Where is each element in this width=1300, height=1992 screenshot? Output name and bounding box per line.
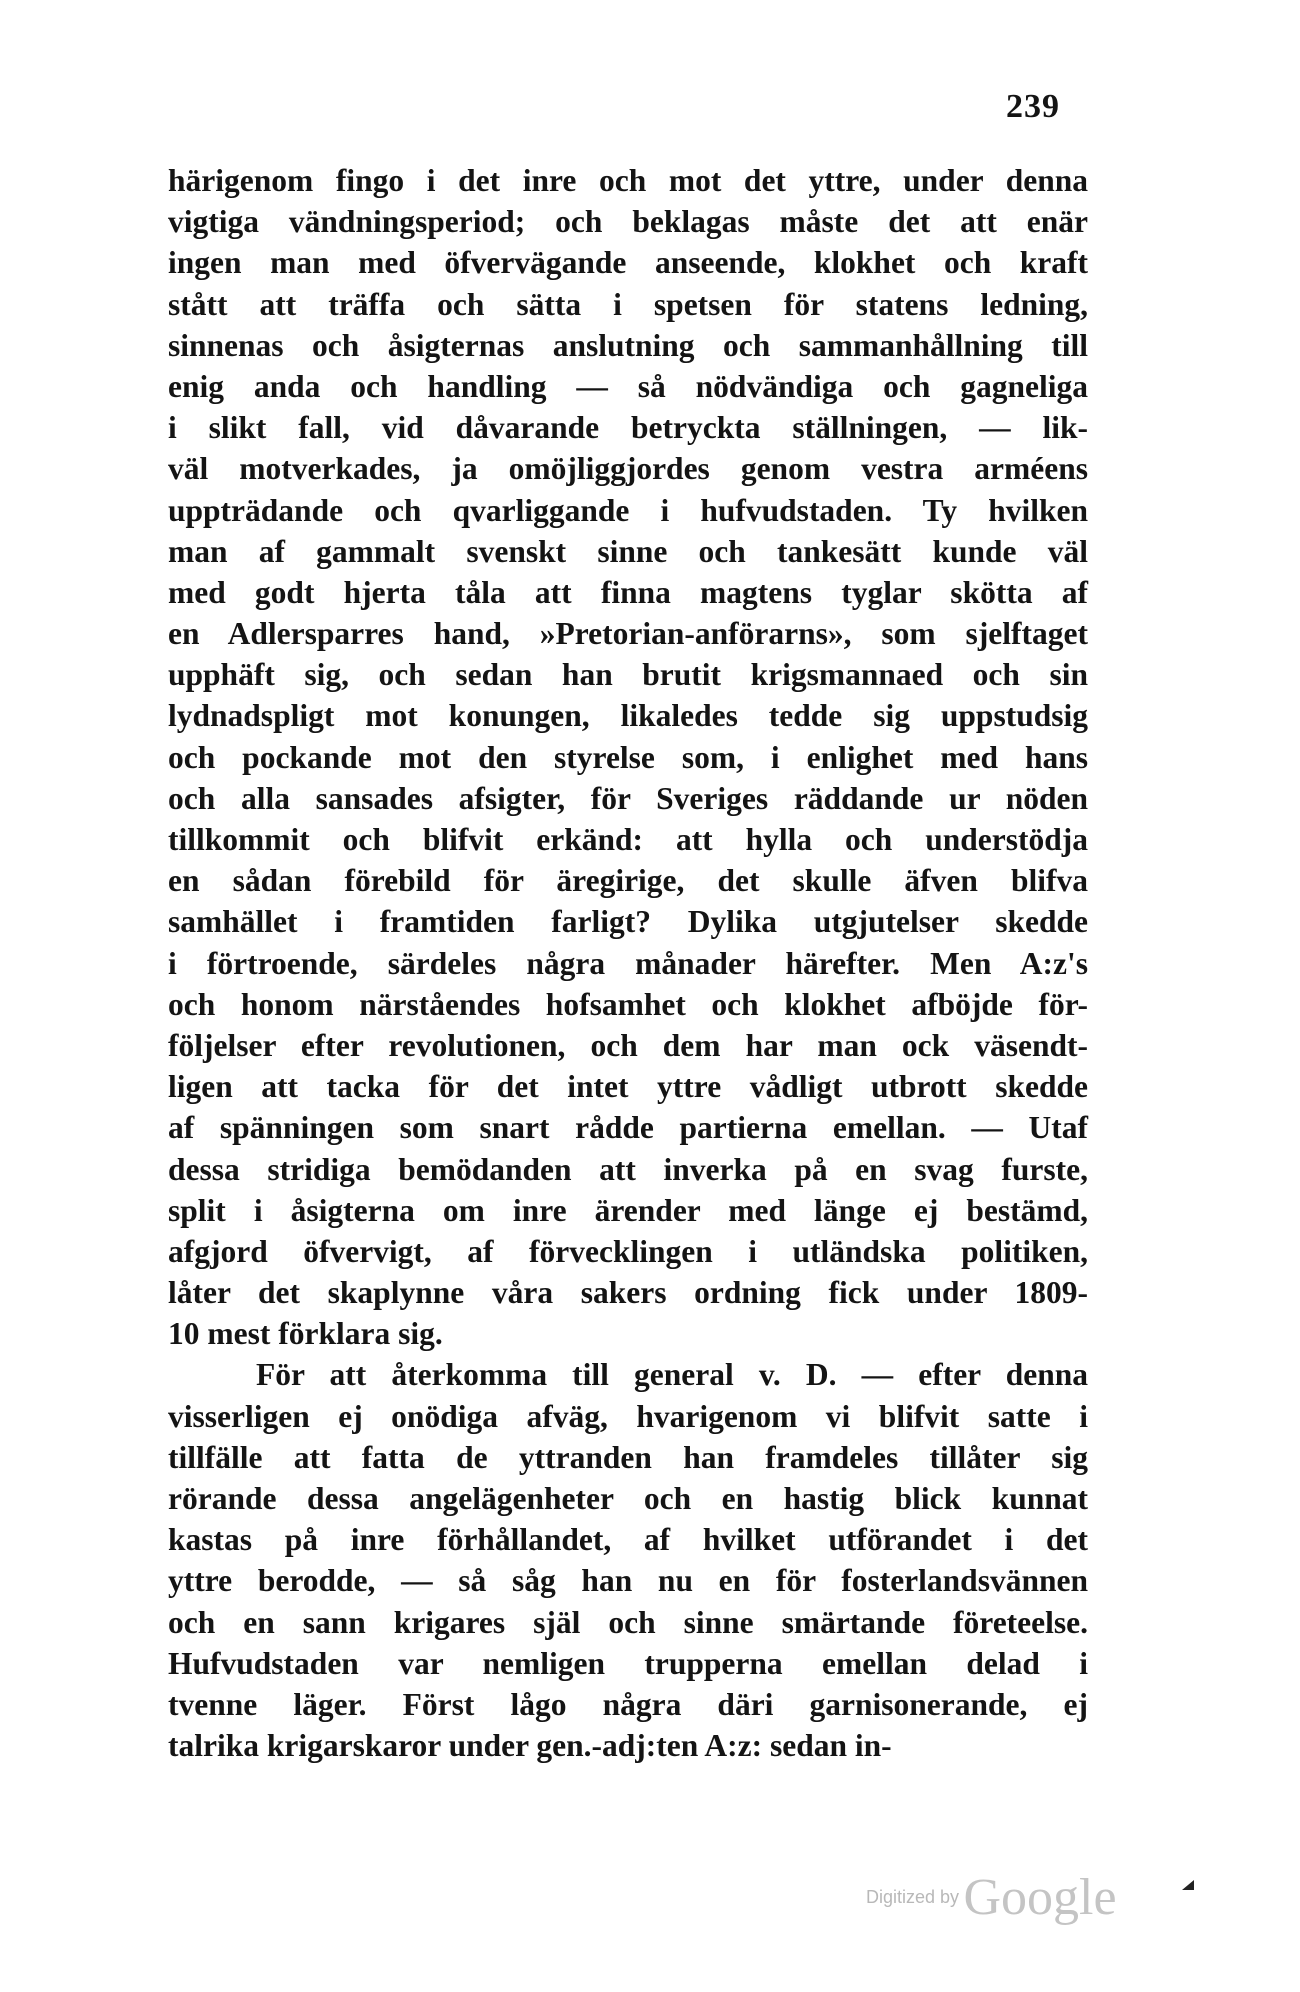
text-line: stått att träffa och sätta i spetsen för statens ledning, — [168, 286, 1088, 322]
text-line: sinnenas och åsigternas anslutning och sammanhållning till — [168, 327, 1088, 363]
digitized-by-watermark — [866, 1868, 1117, 1927]
text-line: talrika krigarskaror under gen.-adj:ten A:z: sedan in- — [168, 1728, 892, 1764]
text-line: split i åsigterna om inre ärender med länge ej bestämd, — [168, 1192, 1088, 1228]
text-line: dessa stridiga bemödanden att inverka på en svag furste, — [168, 1151, 1088, 1187]
text-line: lydnadspligt mot konungen, likaledes tedde sig uppstudsig — [168, 698, 1088, 734]
text-line: enig anda och handling — så nödvändiga och gagneliga — [168, 368, 1088, 404]
watermark-prefix: Digitized by — [866, 1887, 960, 1907]
text-line: af spänningen som snart rådde partierna emellan. — Utaf — [168, 1110, 1088, 1146]
text-line: tillkommit och blifvit erkänd: att hylla och understödja — [168, 822, 1088, 857]
text-line: upphäft sig, och sedan han brutit krigsmannaed och sin — [168, 657, 1088, 693]
text-line: 10 mest förklara sig. — [168, 1316, 443, 1352]
text-line: man af gammalt svenskt sinne och tankesätt kunde väl — [168, 533, 1088, 569]
text-line: i slikt fall, vid dåvarande betryckta ställningen, — lik- — [168, 410, 1088, 446]
text-line: med godt hjerta tåla att finna magtens tyglar skötta af — [168, 574, 1088, 610]
google-logo: Google — [963, 1869, 1117, 1926]
text-line: yttre berodde, — så såg han nu en för fosterlandsvännen — [168, 1563, 1088, 1599]
text-line: kastas på inre förhållandet, af hvilket utförandet i det — [168, 1522, 1088, 1558]
text-line: uppträdande och qvarliggande i hufvudstaden. Ty hvilken — [168, 492, 1088, 528]
page-number: 239 — [1006, 88, 1060, 125]
text-line: ingen man med öfvervägande anseende, klokhet och kraft — [168, 245, 1088, 281]
text-line: vigtiga vändningsperiod; och beklagas måste det att enär — [168, 204, 1088, 240]
text-line: och alla sansades afsigter, för Sveriges räddande ur nöden — [168, 780, 1088, 816]
text-line: väl motverkades, ja omöjliggjordes genom vestra arméens — [168, 451, 1088, 487]
text-line: följelser efter revolutionen, och dem har man ock väsendt- — [168, 1027, 1088, 1063]
text-line: visserligen ej onödiga afväg, hvarigenom vi blifvit satte i — [168, 1398, 1088, 1434]
text-line: tvenne läger. Först lågo några däri garnisonerande, ej — [168, 1686, 1088, 1722]
corner-mark-icon — [1182, 1880, 1194, 1890]
text-line: och pockande mot den styrelse som, i enlighet med hans — [168, 739, 1088, 775]
text-line: en Adlersparres hand, »Pretorian-anförarns», som sjelftaget — [168, 616, 1088, 652]
text-line: och en sann krigares själ och sinne smärtande företeelse. — [168, 1604, 1088, 1640]
text-line: afgjord öfvervigt, af förvecklingen i utländska politiken, — [168, 1233, 1088, 1269]
text-line: en sådan förebild för äregirige, det skulle äfven blifva — [168, 863, 1088, 899]
text-line: rörande dessa angelägenheter och en hastig blick kunnat — [168, 1481, 1088, 1516]
text-line: i förtroende, särdeles några månader härefter. Men A:z's — [168, 945, 1088, 981]
text-line: Hufvudstaden var nemligen trupperna emellan delad i — [168, 1645, 1088, 1681]
text-line: tillfälle att fatta de yttranden han framdeles tillåter sig — [168, 1439, 1088, 1475]
text-line: härigenom fingo i det inre och mot det yttre, under denna — [168, 163, 1088, 198]
text-line: ligen att tacka för det intet yttre vådligt utbrott skedde — [168, 1069, 1088, 1105]
text-line: samhället i framtiden farligt? Dylika utgjutelser skedde — [168, 904, 1088, 940]
body-text — [168, 160, 1088, 1766]
text-line: låter det skaplynne våra sakers ordning fick under 1809- — [168, 1275, 1088, 1311]
text-line: och honom närståendes hofsamhet och klokhet afböjde för- — [168, 986, 1088, 1022]
text-line: För att återkomma till general v. D. — efter denna — [256, 1357, 1088, 1393]
